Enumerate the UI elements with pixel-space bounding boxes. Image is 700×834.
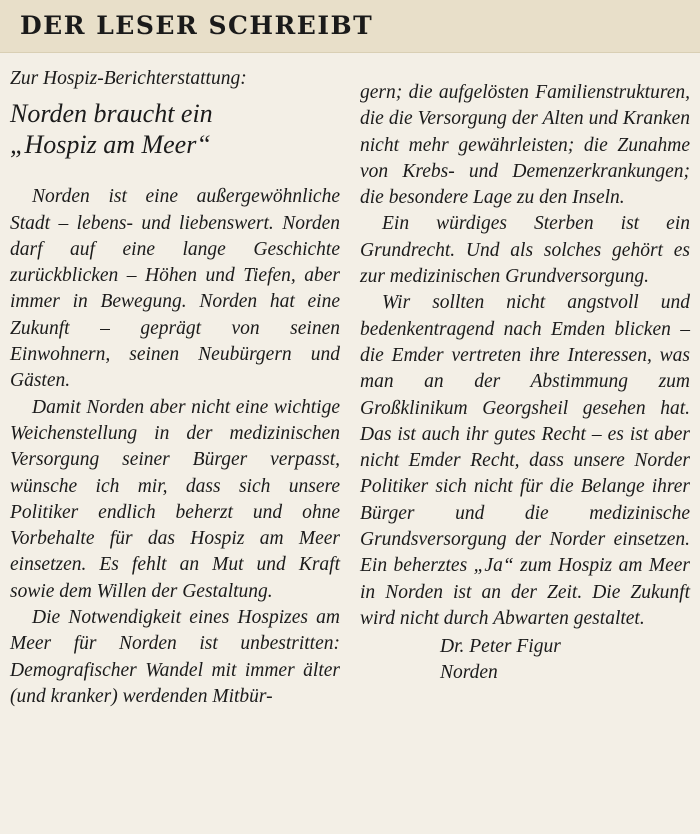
paragraph-3-continued: gern; die aufgelösten Familienstrukturen, die die Versorgung der Alten und Kranken nicht mehr gewährleisten; die Zunahme von Krebs- und Demenzerkrankungen; die besondere Lage zu den Inseln. xyxy=(360,82,690,209)
paragraph-1: Norden ist eine außergewöhnliche Stadt – lebens- und liebenswert. Norden darf auf eine lange Geschichte zurückblicken – Höhen und Tiefen, aber immer in Bewegung. Norden hat eine Zukunft – geprägt von seinen Einwohnern, seinen Neubürgern und Gästen. xyxy=(10,186,340,392)
left-column xyxy=(10,66,340,710)
paragraph-2: Damit Norden aber nicht eine wichtige Weichenstellung in der medizinischen Versorgung seiner Bürger verpasst, wünsche ich mir, dass sich unsere Politiker endlich beherzt und ohne Vorbehalte für das Hospiz am Meer einsetzen. Es fehlt an Mut und Kraft sowie dem Willen der Gestaltung. xyxy=(10,396,340,602)
right-column xyxy=(360,80,690,686)
paragraph-3-start: Die Notwendigkeit eines Hospizes am Meer für Norden ist unbestritten: Demografischer Wandel mit immer älter (und kranker) werdenden Mitbür- xyxy=(10,607,340,707)
signature-block xyxy=(360,634,690,686)
headline-line-1: Norden braucht ein xyxy=(10,99,213,129)
headline-line-2: „Hospiz am Meer“ xyxy=(10,130,211,160)
letter-headline xyxy=(10,98,340,160)
paragraph-4: Ein würdiges Sterben ist ein Grundrecht. Und als solches gehört es zur medizinischen Grundversorgung. xyxy=(360,213,690,288)
author-name: Dr. Peter Figur xyxy=(440,636,561,658)
header-divider xyxy=(0,52,700,53)
letter-kicker: Zur Hospiz-Berichterstattung: xyxy=(10,68,247,89)
section-header xyxy=(0,0,700,52)
section-title: DER LESER SCHREIBT xyxy=(20,11,374,40)
paragraph-5: Wir sollten nicht angstvoll und bedenkentragend nach Emden blicken – die Emder vertreten ihre Interessen, was man an der Abstimmung zum Großklinikum Georgsheil gesehen hat. Das ist auch ihr gutes Recht – es ist aber nicht Emder Recht, dass unsere Norder Politiker sich nicht für die Belange ihrer Bürger und die medizinische Grundsversorgung der Norder einsetzen. Ein beherztes „Ja“ zum Hospiz am Meer in Norden ist an der Zeit. Die Zukunft wird nicht durch Abwarten gestaltet. xyxy=(360,292,690,629)
author-place: Norden xyxy=(440,662,498,684)
